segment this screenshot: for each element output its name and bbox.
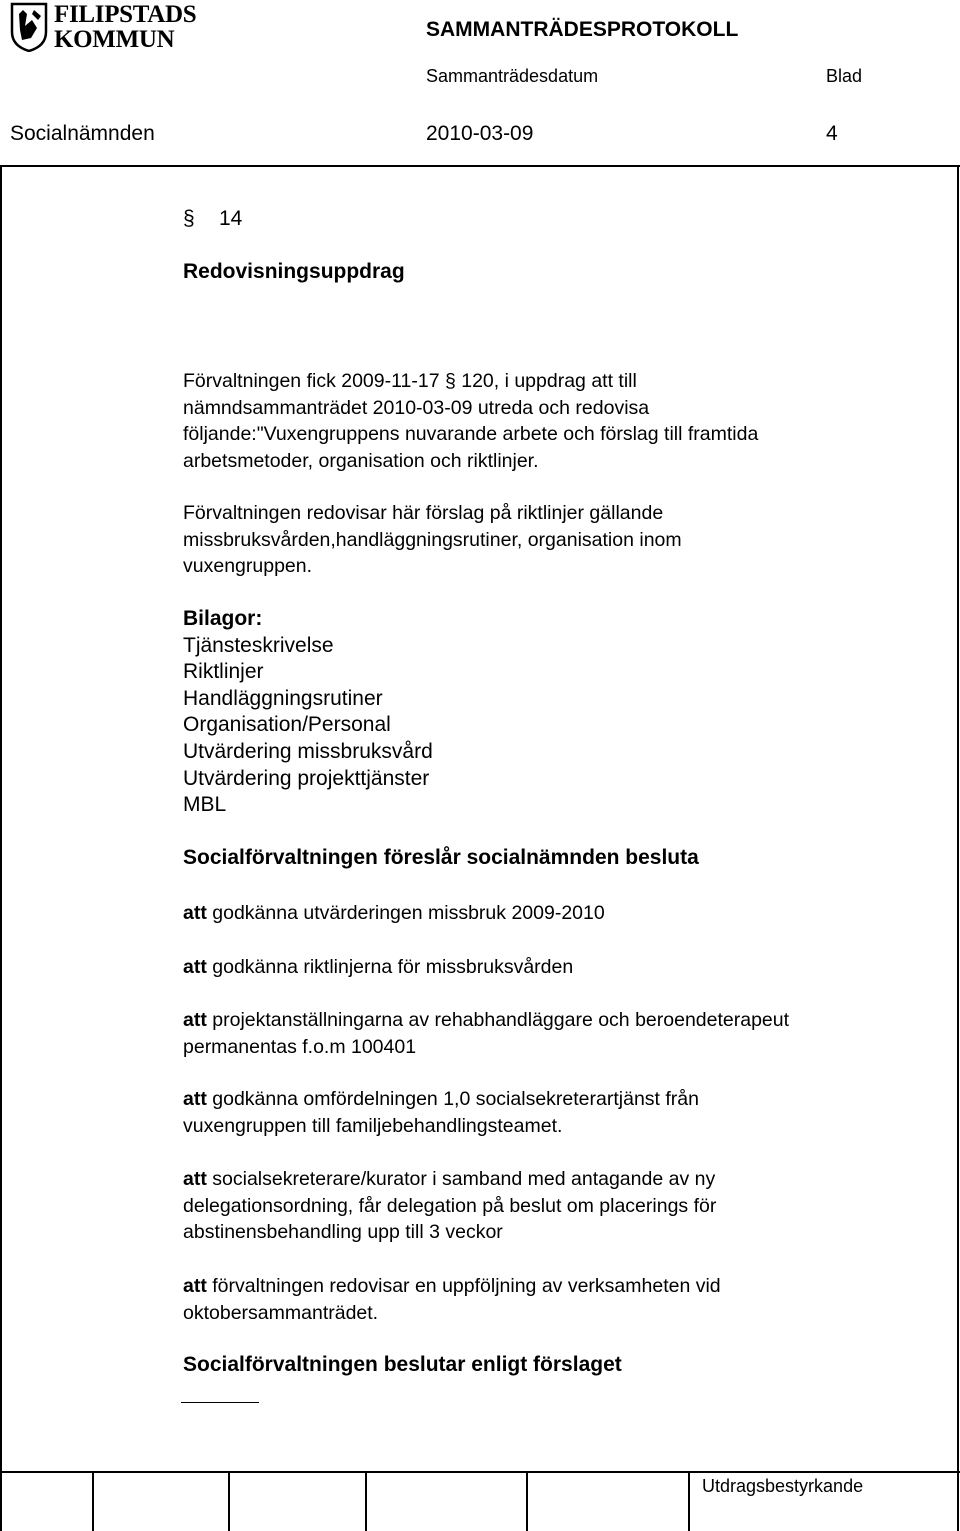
municipality-logo [10,2,215,54]
list-item: Utvärdering projekttjänster [183,766,430,790]
intro-paragraph-1 [183,368,758,474]
text-line: projektanställningarna av rehabhandläggare och beroendeterapeut [212,1009,790,1031]
att-keyword: att [183,902,207,924]
municipal-crest-icon [10,2,48,52]
text-line: missbruksvården,handläggningsrutiner, organisation inom [183,528,682,551]
section-title: Redovisningsuppdrag [183,260,405,283]
committee-name: Socialnämnden [10,122,155,145]
att-keyword: att [183,1168,207,1190]
list-item: Organisation/Personal [183,713,391,737]
list-item: Riktlinjer [183,660,264,684]
logo-text-line1: FILIPSTADS [54,1,197,28]
document-title: SAMMANTRÄDESPROTOKOLL [426,18,739,41]
meeting-date-label: Sammanträdesdatum [426,66,599,86]
proposal-heading: Socialförvaltningen föreslår socialnämnden besluta [183,846,699,869]
proposal-item-2 [183,954,573,981]
text-line: permanentas f.o.m 100401 [183,1035,417,1058]
paragraph-sign: § [183,207,195,230]
text-line: godkänna riktlinjerna för missbruksvården [212,956,574,978]
text-line: oktobersammanträdet. [183,1301,379,1324]
decision-statement: Socialförvaltningen beslutar enligt förslaget [183,1353,622,1376]
text-line: delegationsordning, får delegation på beslut om placerings för [183,1194,717,1217]
att-keyword: att [183,1275,207,1297]
text-line: godkänna utvärderingen missbruk 2009-2010 [212,902,605,924]
text-line: förvaltningen redovisar en uppföljning av verksamheten vid [212,1275,721,1297]
att-keyword: att [183,1088,207,1110]
text-line: vuxengruppen till familjebehandlingsteamet. [183,1114,563,1137]
logo-text-line2: KOMMUN [54,26,175,53]
text-line: nämndsammanträdet 2010-03-09 utreda och redovisa [183,396,650,419]
page-number: 4 [826,122,838,145]
meeting-date: 2010-03-09 [426,122,534,145]
text-line: Förvaltningen redovisar här förslag på riktlinjer gällande [183,502,664,524]
list-item: Handläggningsrutiner [183,686,383,710]
text-line: Förvaltningen fick 2009-11-17 § 120, i uppdrag att till [183,370,637,392]
proposal-item-3 [183,1007,789,1060]
proposal-item-6 [183,1273,721,1326]
text-line: vuxengruppen. [183,555,313,578]
text-line: socialsekreterare/kurator i samband med antagande av ny [212,1168,716,1190]
att-keyword: att [183,1009,207,1031]
proposal-item-1 [183,900,605,927]
list-item: MBL [183,793,227,817]
list-item: Utvärdering missbruksvård [183,739,433,763]
list-item: Tjänsteskrivelse [183,633,334,657]
extract-certification-label: Utdragsbestyrkande [702,1476,864,1496]
attachments-list [183,606,433,819]
proposal-item-4 [183,1086,699,1139]
page-label: Blad [826,66,863,86]
text-line: följande:"Vuxengruppens nuvarande arbete och förslag till framtida [183,423,759,446]
text-line: arbetsmetoder, organisation och riktlinjer. [183,449,539,472]
section-number [183,207,242,231]
section-number-value: 14 [219,207,243,230]
att-keyword: att [183,956,207,978]
text-line: godkänna omfördelningen 1,0 socialsekreterartjänst från [212,1088,699,1110]
attachments-heading: Bilagor: [183,607,263,630]
proposal-item-5 [183,1166,716,1246]
signature-line [181,1402,259,1403]
text-line: abstinensbehandling upp till 3 veckor [183,1221,503,1244]
intro-paragraph-2 [183,500,682,580]
